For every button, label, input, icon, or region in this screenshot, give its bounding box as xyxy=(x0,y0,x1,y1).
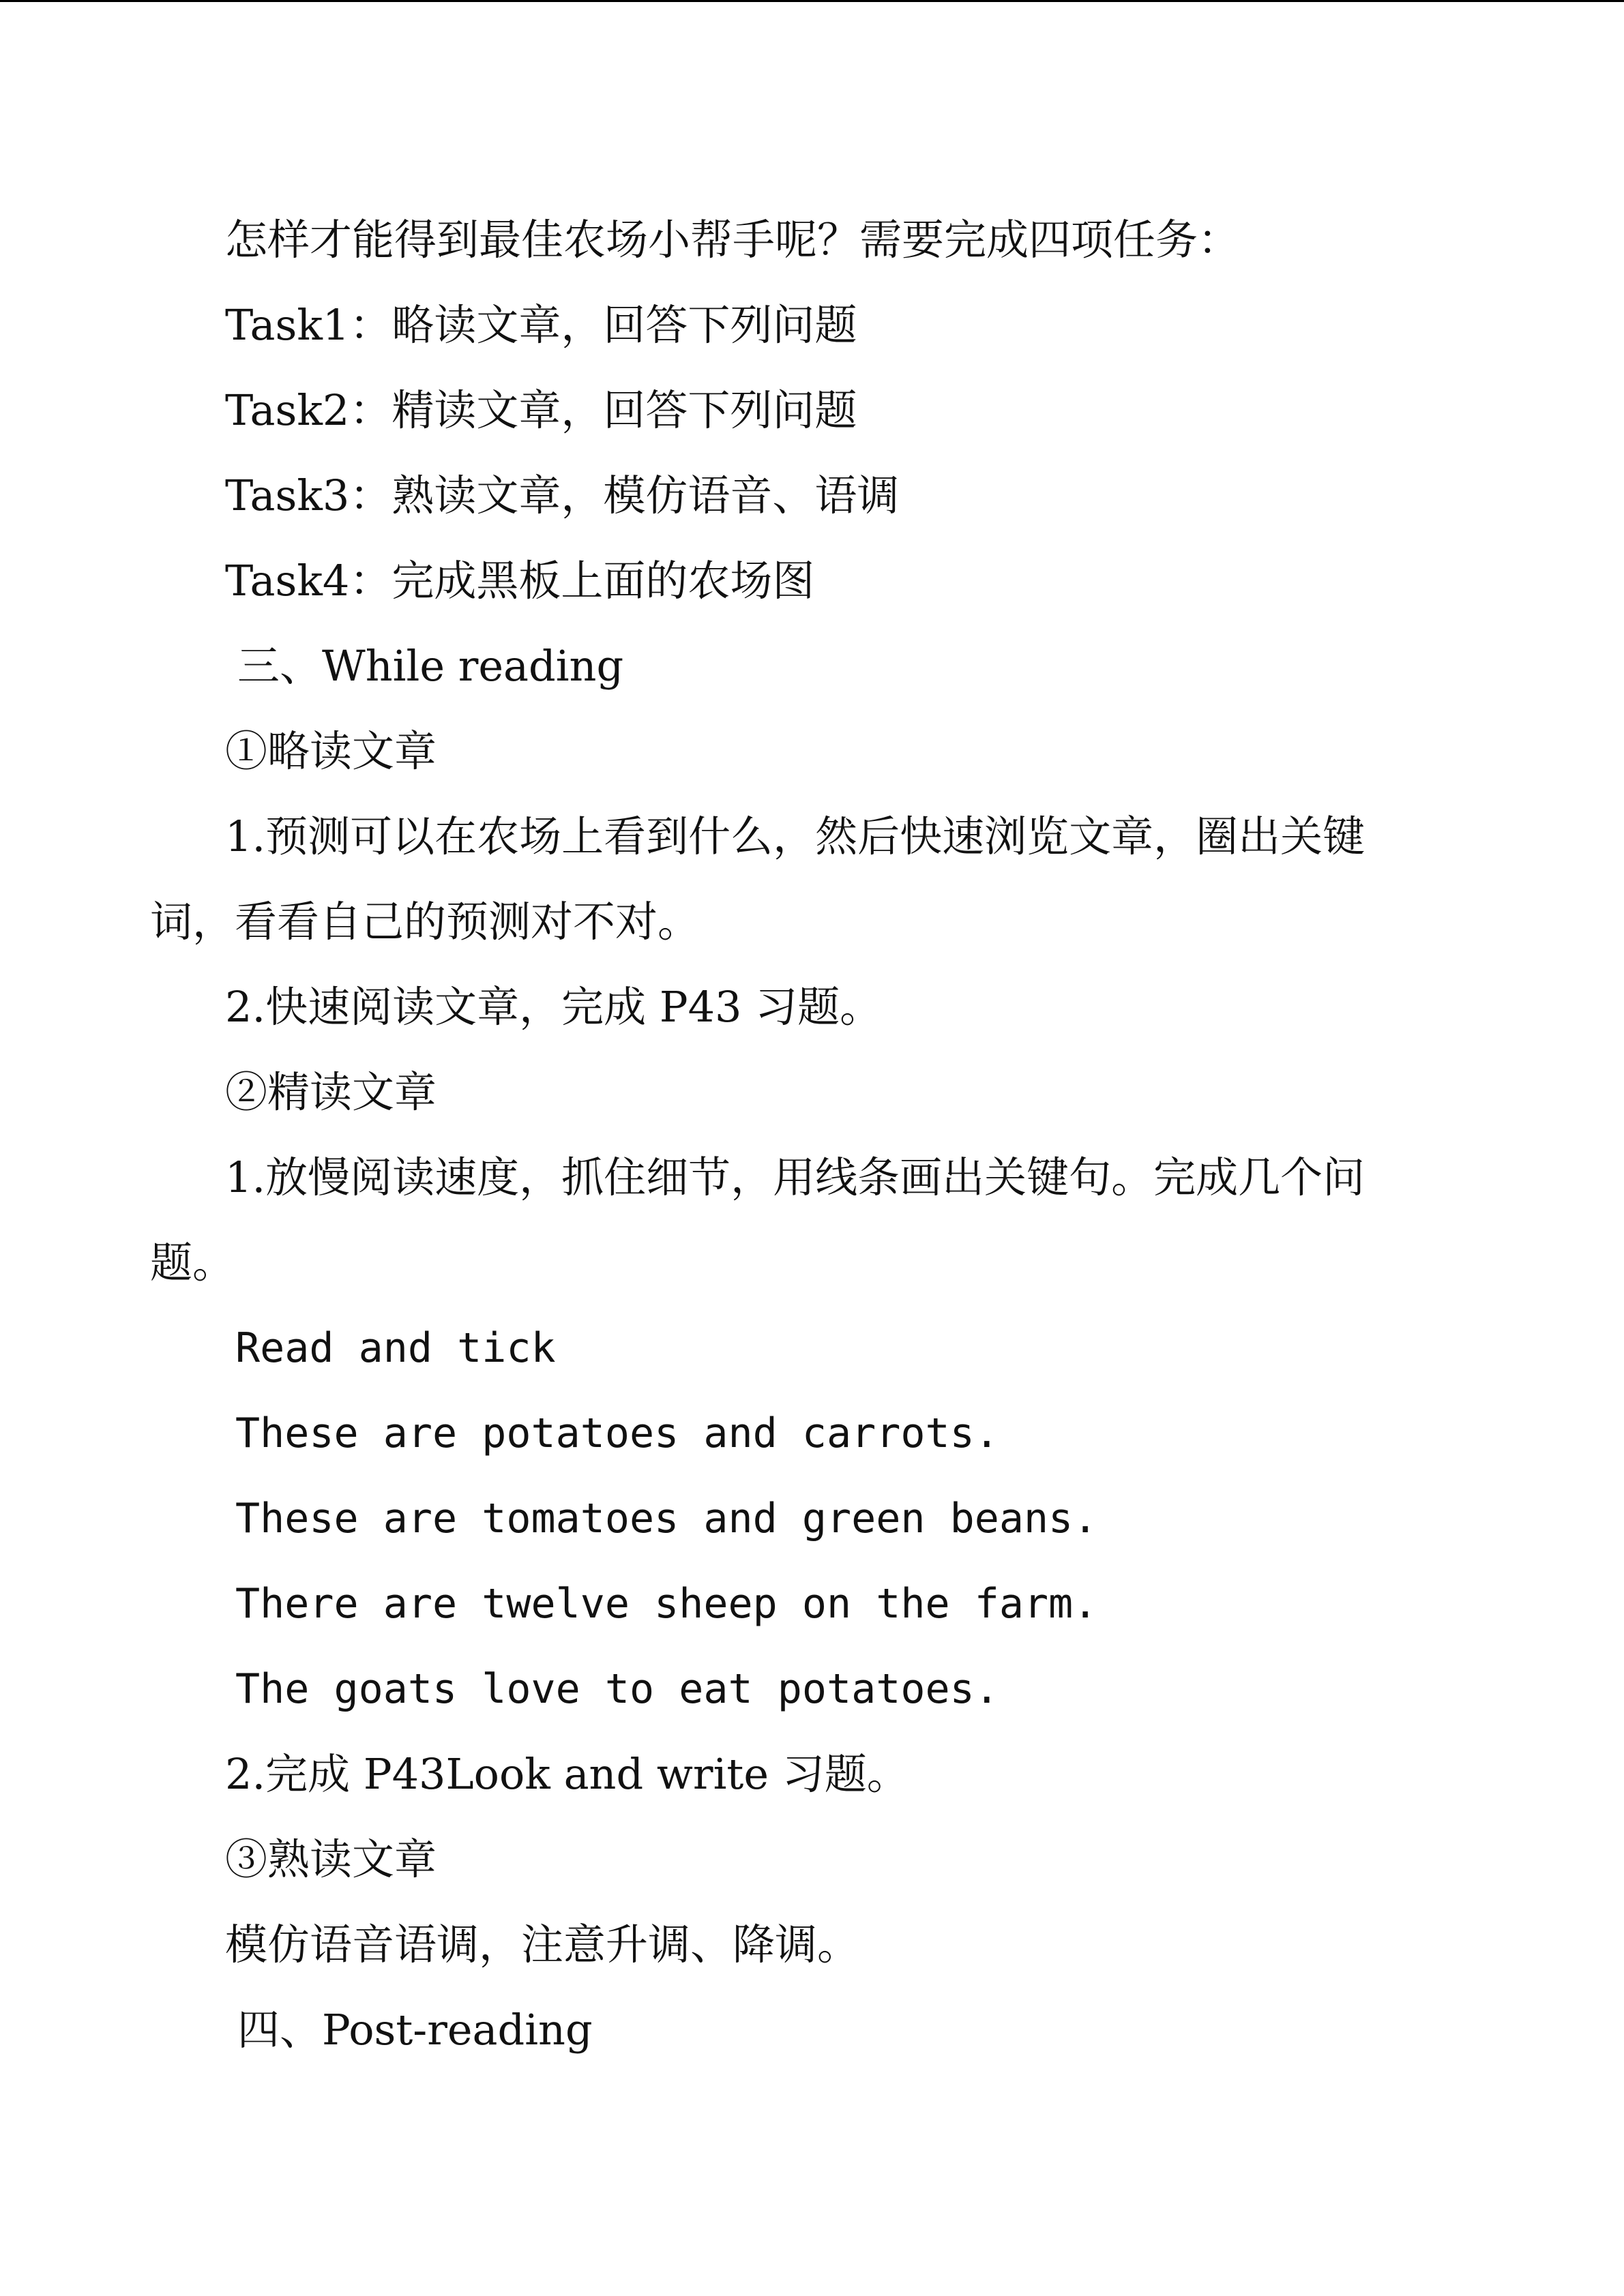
intensive-step1-line1: 1.放慢阅读速度，抓住细节，用线条画出关键句。完成几个问 xyxy=(225,1152,1365,1202)
top-border-line xyxy=(0,0,1624,2)
intensive-reading-heading: ②精读文章 xyxy=(225,1067,437,1117)
tick-sentence-3: There are twelve sheep on the farm. xyxy=(235,1580,1098,1628)
task1-line: Task1：略读文章，回答下列问题 xyxy=(225,300,857,350)
task2-line: Task2：精读文章，回答下列问题 xyxy=(225,385,857,435)
skim-step1-line1: 1.预测可以在农场上看到什么，然后快速浏览文章，圈出关键 xyxy=(225,811,1365,861)
fluent-reading-instruction: 模仿语音语调，注意升调、降调。 xyxy=(225,1920,860,1969)
section-post-reading-heading: 四、Post-reading xyxy=(237,2005,593,2055)
task4-line: Task4：完成黑板上面的农场图 xyxy=(225,556,815,606)
intensive-step2-line: 2.完成 P43Look and write 习题。 xyxy=(225,1749,909,1799)
skim-step1-line2: 词，看看自己的预测对不对。 xyxy=(150,897,700,946)
skim-step2-line: 2.快速阅读文章，完成 P43 习题。 xyxy=(225,982,883,1032)
skim-reading-heading: ①略读文章 xyxy=(225,726,437,776)
tick-sentence-2: These are tomatoes and green beans. xyxy=(235,1495,1098,1542)
tick-sentence-4: The goats love to eat potatoes. xyxy=(235,1665,999,1713)
task3-line: Task3：熟读文章，模仿语音、语调 xyxy=(225,471,900,520)
fluent-reading-heading: ③熟读文章 xyxy=(225,1834,437,1884)
intensive-step1-line2: 题。 xyxy=(150,1238,235,1287)
read-and-tick-heading: Read and tick xyxy=(235,1324,556,1372)
tick-sentence-1: These are potatoes and carrots. xyxy=(235,1410,999,1457)
section-while-reading-heading: 三、While reading xyxy=(237,641,624,691)
intro-question: 怎样才能得到最佳农场小帮手呢？需要完成四项任务： xyxy=(225,215,1241,265)
